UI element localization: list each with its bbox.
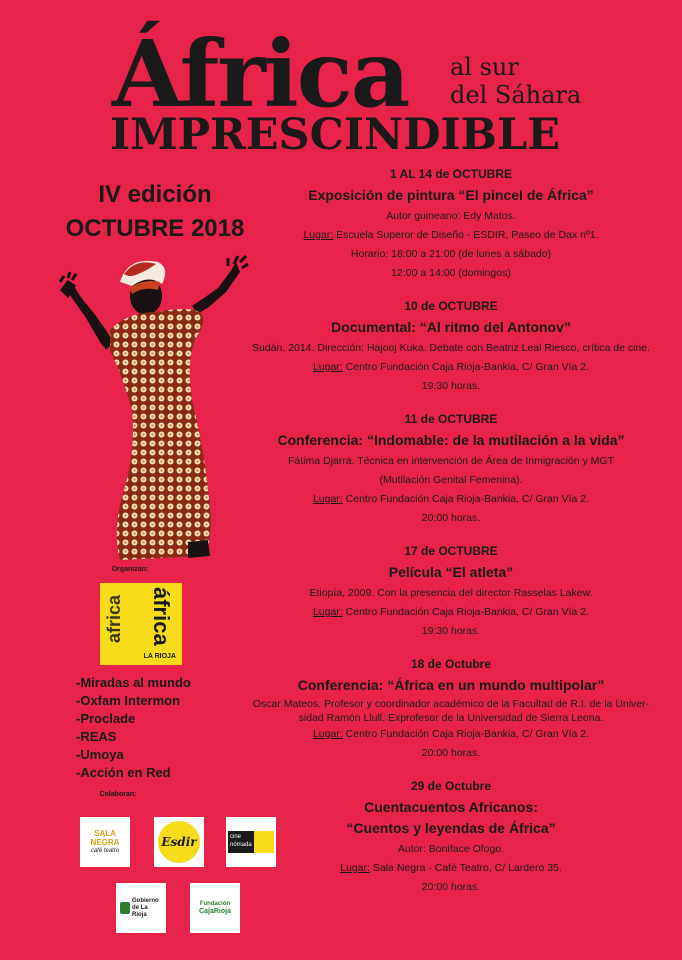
fundacion-cajarioja-logo [190, 883, 240, 933]
place-label: Lugar: [340, 862, 370, 874]
event-date: 29 de Octubre [410, 779, 492, 793]
event-place [240, 725, 662, 744]
event-detail: Fátima Djarra. Técnica en intervención de Área de Inmigración y MGT [287, 455, 615, 467]
edition-month: OCTUBRE 2018 [65, 215, 245, 242]
event-detail: Autor guineano: Edy Matos. [386, 210, 516, 222]
event-date: 18 de Octubre [410, 657, 492, 671]
place-label: Lugar: [303, 229, 334, 241]
esdir-text: Esdir [161, 835, 197, 849]
event-item [240, 298, 662, 396]
poster-subtitle-line1: al sur [450, 53, 519, 81]
sala-negra-logo [80, 817, 130, 867]
esdir-logo [154, 817, 204, 867]
organizer-item: -Acción en Red [76, 765, 171, 780]
africa-la-rioja-logo [100, 583, 182, 665]
poster-title: África [112, 20, 409, 128]
africa-logo-mark [104, 585, 176, 646]
event-time: 12:00 a 14:00 (domingos) [391, 267, 511, 279]
events-list [240, 166, 662, 912]
event-time: 19:30 horas. [421, 380, 481, 392]
event-place [240, 358, 662, 377]
organizer-item: -REAS [76, 729, 117, 744]
event-title: Cuentacuentos Africanos: [364, 799, 538, 815]
cine-nomada-text: cine nómada [228, 831, 254, 853]
event-detail: (Mutilación Genital Femenina). [379, 474, 523, 486]
place-value: Escuela Superor de Diseño - ESDIR, Paseo de Dax nº1. [333, 229, 599, 241]
event-title: Exposición de pintura “El pincel de África” [308, 187, 594, 203]
cajarioja-text: CajaRioja [199, 908, 231, 915]
place-label: Lugar: [312, 361, 343, 373]
place-value: Centro Fundación Caja Rioja-Bankia, C/ Gran Vía 2. [342, 606, 590, 618]
event-title: Documental: “Al ritmo del Antonov” [331, 319, 571, 335]
event-place [240, 859, 662, 878]
place-label: Lugar: [312, 728, 343, 740]
event-item [240, 656, 662, 763]
event-time: 20:00 horas. [421, 747, 481, 759]
event-time: Horario: 18:00 a 21:00 (de lunes a sábado) [350, 248, 552, 260]
logo-sub: LA RIOJA [143, 653, 176, 660]
collaborators-label: Colaboran: [99, 791, 137, 798]
organizer-item: -Umoya [76, 747, 124, 762]
event-title: Película “El atleta” [388, 564, 514, 580]
event-item [240, 411, 662, 528]
place-label: Lugar: [312, 493, 343, 505]
cine-nomada-logo [226, 817, 276, 867]
edition-label: IV edición [98, 181, 212, 208]
event-detail: sidad Ramón Llull. Exprofesor de la Universidad de Sierra Leona. [298, 712, 604, 724]
place-value: Centro Fundación Caja Rioja-Bankia, C/ Gran Vía 2. [342, 361, 590, 373]
gobierno-text: Gobierno de La Rioja [132, 897, 159, 918]
event-item [240, 543, 662, 641]
organizer-item: -Miradas al mundo [76, 675, 191, 690]
event-time: 20:00 horas. [421, 512, 481, 524]
event-detail: Sudán, 2014. Dirección: Hajooj Kuka. Debate con Beatriz Leal Riesco, crítica de cine. [251, 342, 651, 354]
event-place [240, 603, 662, 622]
event-place [240, 490, 662, 509]
place-label: Lugar: [312, 606, 343, 618]
sala-negra-text: SALA NEGRA [90, 828, 120, 847]
organizer-item: -Oxfam Intermon [76, 693, 181, 708]
logo-word: áfrica [149, 587, 174, 646]
coat-of-arms-icon [120, 902, 130, 914]
sala-negra-sub: café teatro [90, 847, 120, 854]
event-title-line2: “Cuentos y leyendas de África” [346, 820, 556, 836]
african-woman-illustration [58, 250, 258, 562]
event-item [240, 778, 662, 897]
event-detail: Etiopía, 2009. Con la presencia del director Rasselas Lakew. [309, 587, 593, 599]
place-value: Centro Fundación Caja Rioja-Bankia, C/ Gran Vía 2. [342, 728, 590, 740]
place-value: Sala Negra - Café Teatro, C/ Lardero 35. [369, 862, 562, 874]
event-item [240, 166, 662, 283]
poster-subtitle-line2: del Sáhara [450, 81, 582, 109]
event-time: 20:00 horas. [421, 881, 481, 893]
event-date: 11 de OCTUBRE [404, 412, 498, 426]
gobierno-la-rioja-logo [116, 883, 166, 933]
organizers-label: Organizan: [111, 566, 149, 573]
event-date: 17 de OCTUBRE [404, 544, 498, 558]
event-detail: Autor: Boniface Ofogo. [397, 843, 505, 855]
fundacion-text: Fundación [199, 901, 231, 907]
event-title: Conferencia: “África en un mundo multipolar” [297, 677, 605, 693]
organizers-list [76, 674, 191, 782]
event-place [240, 226, 662, 245]
event-date: 1 AL 14 de OCTUBRE [389, 167, 513, 181]
place-value: Centro Fundación Caja Rioja-Bankia, C/ Gran Vía 2. [342, 493, 590, 505]
event-time: 19:30 horas. [421, 625, 481, 637]
logo-word-mirror: africa [104, 594, 124, 643]
event-detail: Oscar Mateos. Profesor y coordinador académico de la Facultad de R.I. de la Univer- [252, 698, 650, 710]
event-title: Conferencia: “Indomable: de la mutilación a la vida” [277, 432, 625, 448]
organizer-item: -Proclade [76, 711, 136, 726]
poster-title-imprescindible: IMPRESCINDIBLE [110, 110, 561, 160]
event-date: 10 de OCTUBRE [404, 299, 498, 313]
